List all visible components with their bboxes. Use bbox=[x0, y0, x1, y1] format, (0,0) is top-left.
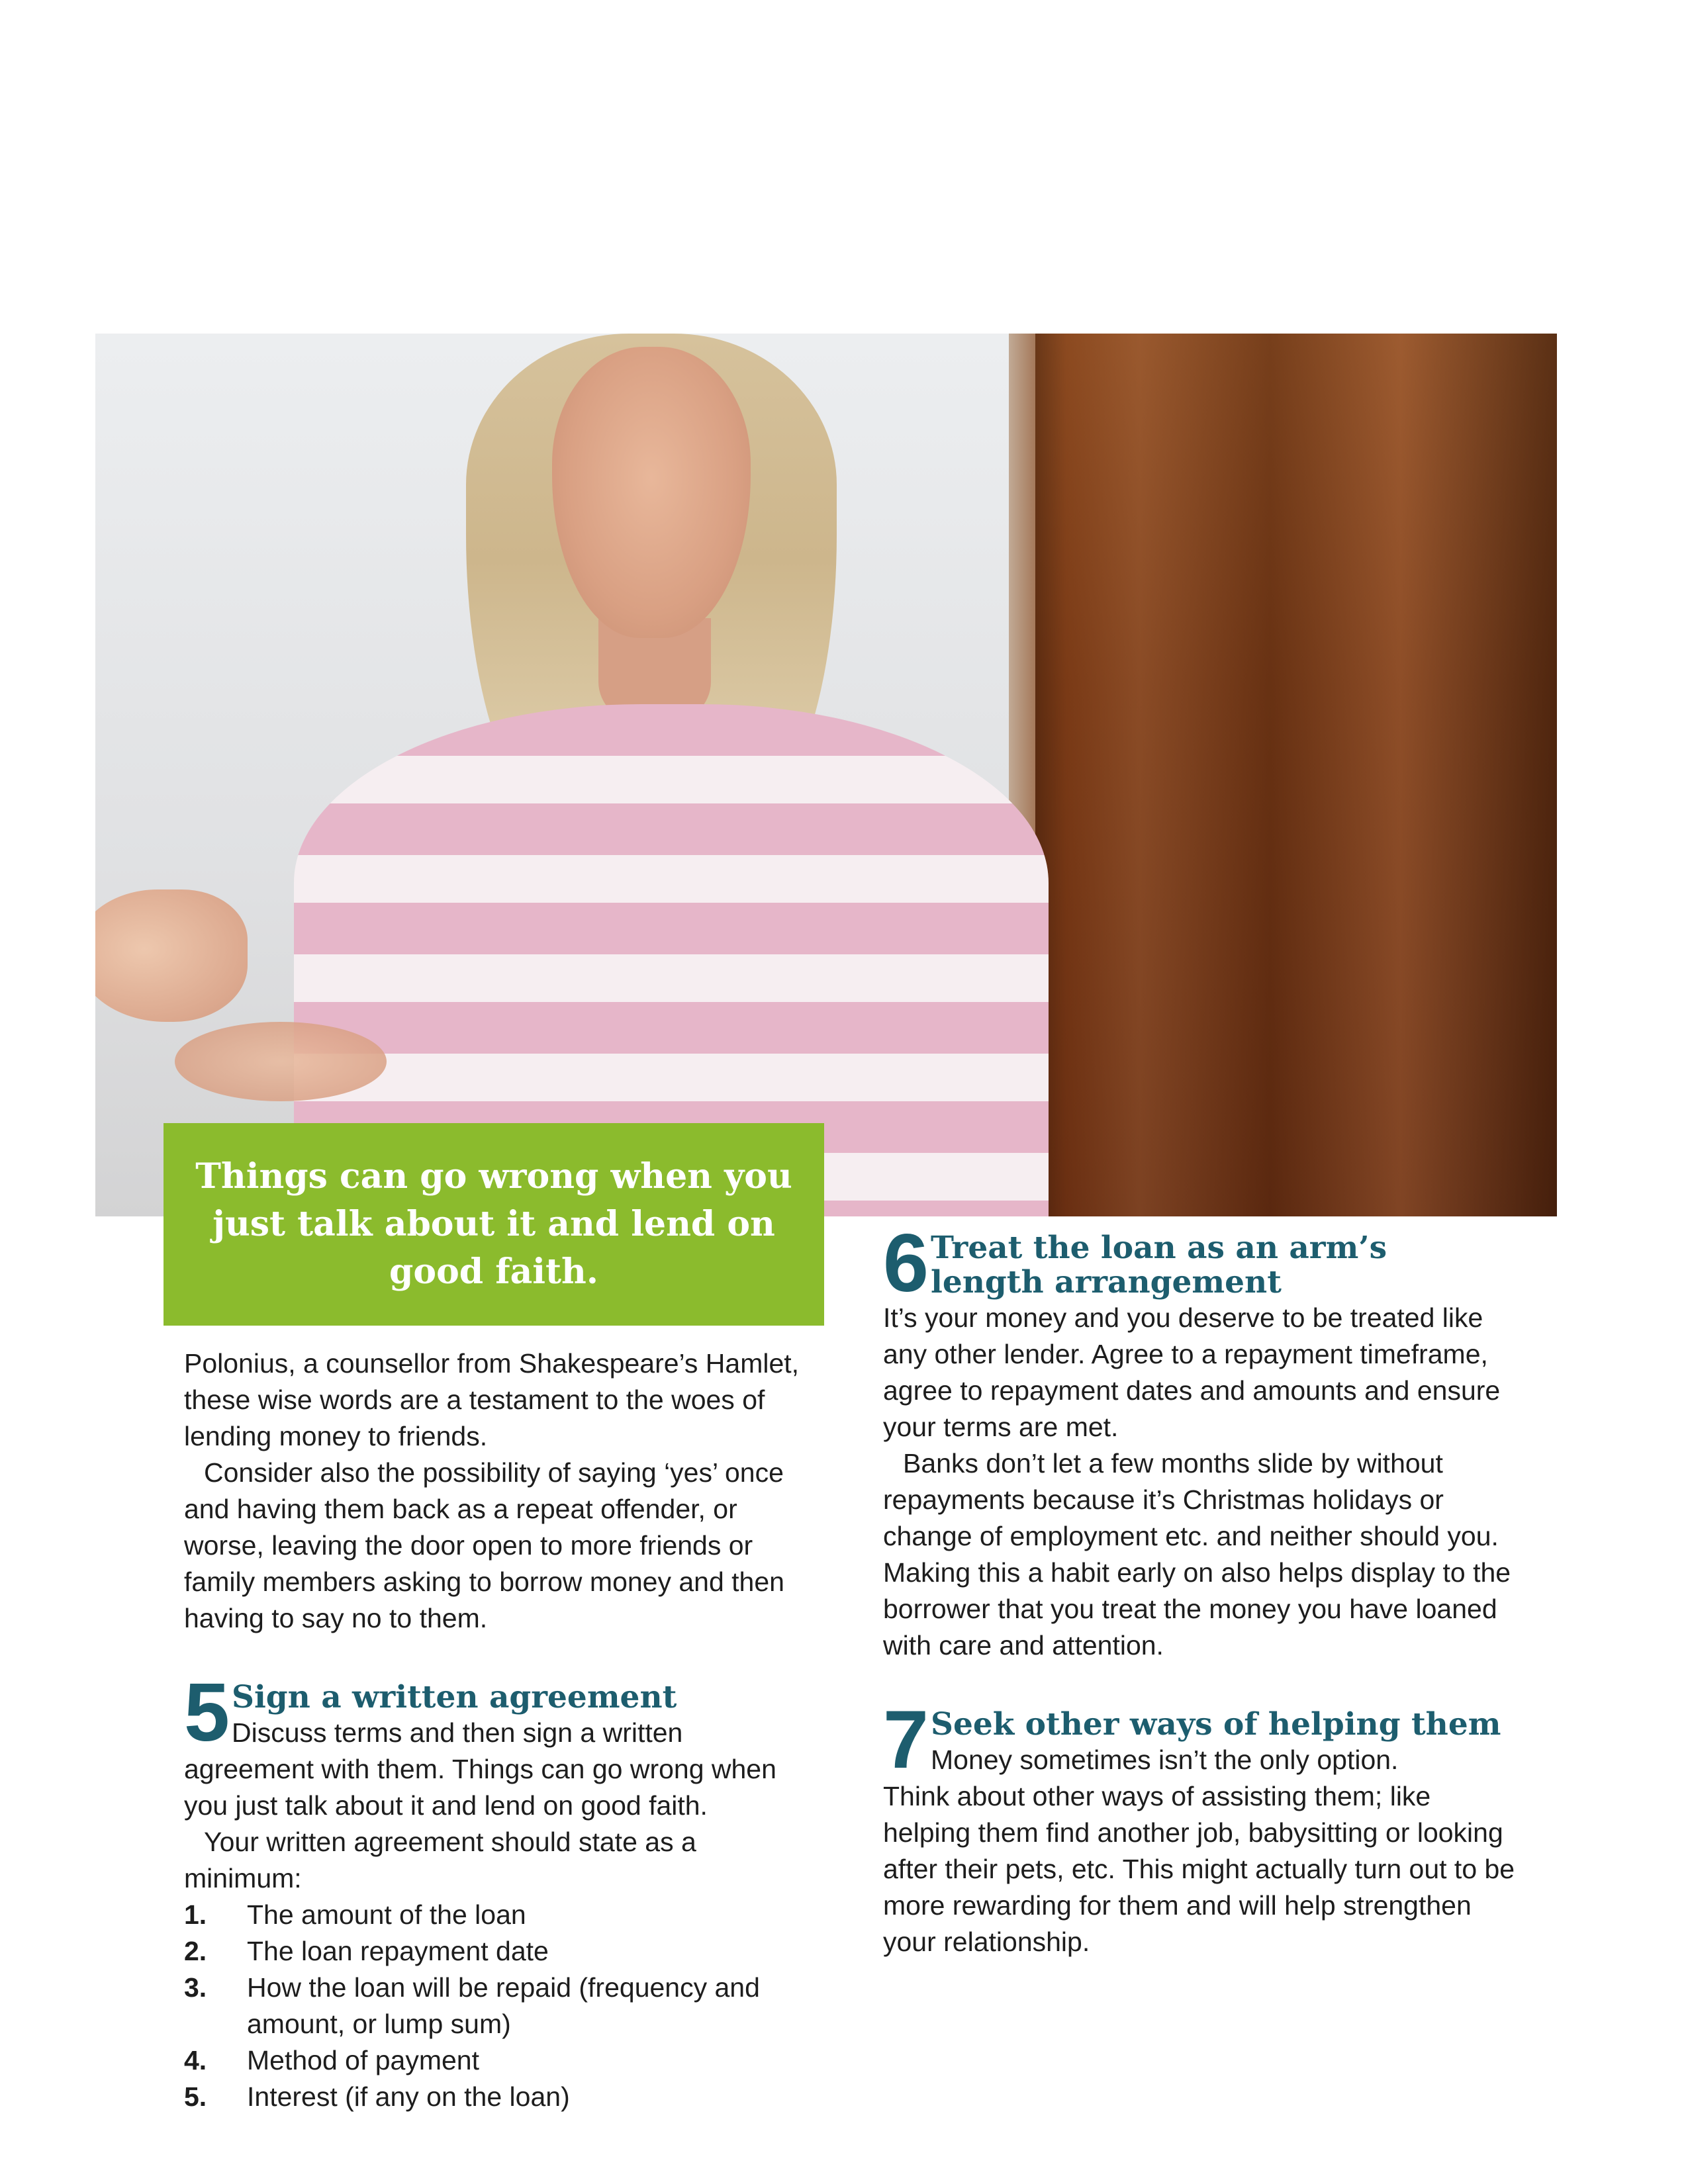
section-5 bbox=[184, 1667, 820, 2115]
list-item-text: Method of payment bbox=[247, 2045, 479, 2075]
section-heading: Seek other ways of helping them bbox=[931, 1706, 1501, 1743]
section-paragraph: Your written agreement should state as a minimum: bbox=[184, 1827, 696, 1893]
hero-photo bbox=[95, 334, 1557, 1216]
list-item bbox=[184, 1933, 820, 1970]
list-item-number: 4. bbox=[184, 2045, 207, 2075]
list-item bbox=[184, 2042, 820, 2079]
list-item-number: 5. bbox=[184, 2081, 207, 2112]
intro-paragraph: Consider also the possibility of saying ‘yes’ once and having them back as a repeat offender, or worse, leaving the door open to more friends or family members asking to borrow money and then having to say no to them. bbox=[184, 1457, 784, 1633]
section-heading bbox=[883, 1231, 1519, 1300]
list-item bbox=[184, 1970, 820, 2042]
section-number: 6 bbox=[883, 1218, 929, 1309]
right-column bbox=[883, 1218, 1519, 1960]
photo-woman-face bbox=[552, 347, 751, 638]
section-lead-text: Money sometimes isn’t the only option. bbox=[931, 1745, 1399, 1775]
section-body: agreement with them. Things can go wrong when you just talk about it and lend on good faith. bbox=[184, 1754, 776, 1821]
section-6 bbox=[883, 1218, 1519, 1664]
section-heading-line: Treat the loan as an arm’s bbox=[931, 1230, 1387, 1266]
list-item-text: The loan repayment date bbox=[247, 1936, 549, 1966]
pull-quote-callout bbox=[164, 1123, 824, 1326]
list-item-number: 3. bbox=[184, 1972, 207, 2003]
list-item-text: How the loan will be repaid (frequency and amount, or lump sum) bbox=[247, 1972, 760, 2039]
photo-hand bbox=[95, 889, 248, 1022]
list-item-number: 1. bbox=[184, 1899, 207, 1930]
list-item-number: 2. bbox=[184, 1936, 207, 1966]
list-item bbox=[184, 1897, 820, 1933]
list-item-text: The amount of the loan bbox=[247, 1899, 526, 1930]
section-heading: Sign a written agreement bbox=[232, 1679, 677, 1715]
left-column bbox=[184, 1345, 820, 2115]
section-lead-text: Discuss terms and then sign a written bbox=[232, 1717, 683, 1748]
list-item-text: Interest (if any on the loan) bbox=[247, 2081, 570, 2112]
requirements-list bbox=[184, 1897, 820, 2115]
section-7 bbox=[883, 1694, 1519, 1960]
section-number: 7 bbox=[883, 1694, 929, 1786]
photo-hand bbox=[175, 1022, 387, 1101]
section-heading-line: length arrangement bbox=[931, 1264, 1282, 1300]
section-paragraph: It’s your money and you deserve to be treated like any other lender. Agree to a repayment timeframe, agree to repayment dates and amounts and ensure your terms are met. bbox=[883, 1302, 1501, 1442]
pull-quote-text: Things can go wrong when you just talk about it and lend on good faith. bbox=[195, 1156, 792, 1292]
intro-paragraph: Polonius, a counsellor from Shakespeare’s Hamlet, these wise words are a testament to the woes of lending money to friends. bbox=[184, 1348, 800, 1451]
list-item bbox=[184, 2079, 820, 2115]
section-body: Think about other ways of assisting them; like helping them find another job, babysitting or looking after their pets, etc. This might actually turn out to be more rewarding for them and will help strengthen your relationship. bbox=[883, 1781, 1515, 1957]
section-number: 5 bbox=[184, 1667, 230, 1758]
section-paragraph: Banks don’t let a few months slide by without repayments because it’s Christmas holidays or change of employment etc. and neither should you. Making this a habit early on also helps display to the borrower that you treat the money you have loaned with care and attention. bbox=[883, 1448, 1511, 1661]
photo-wooden-cabinet bbox=[1035, 334, 1557, 1216]
